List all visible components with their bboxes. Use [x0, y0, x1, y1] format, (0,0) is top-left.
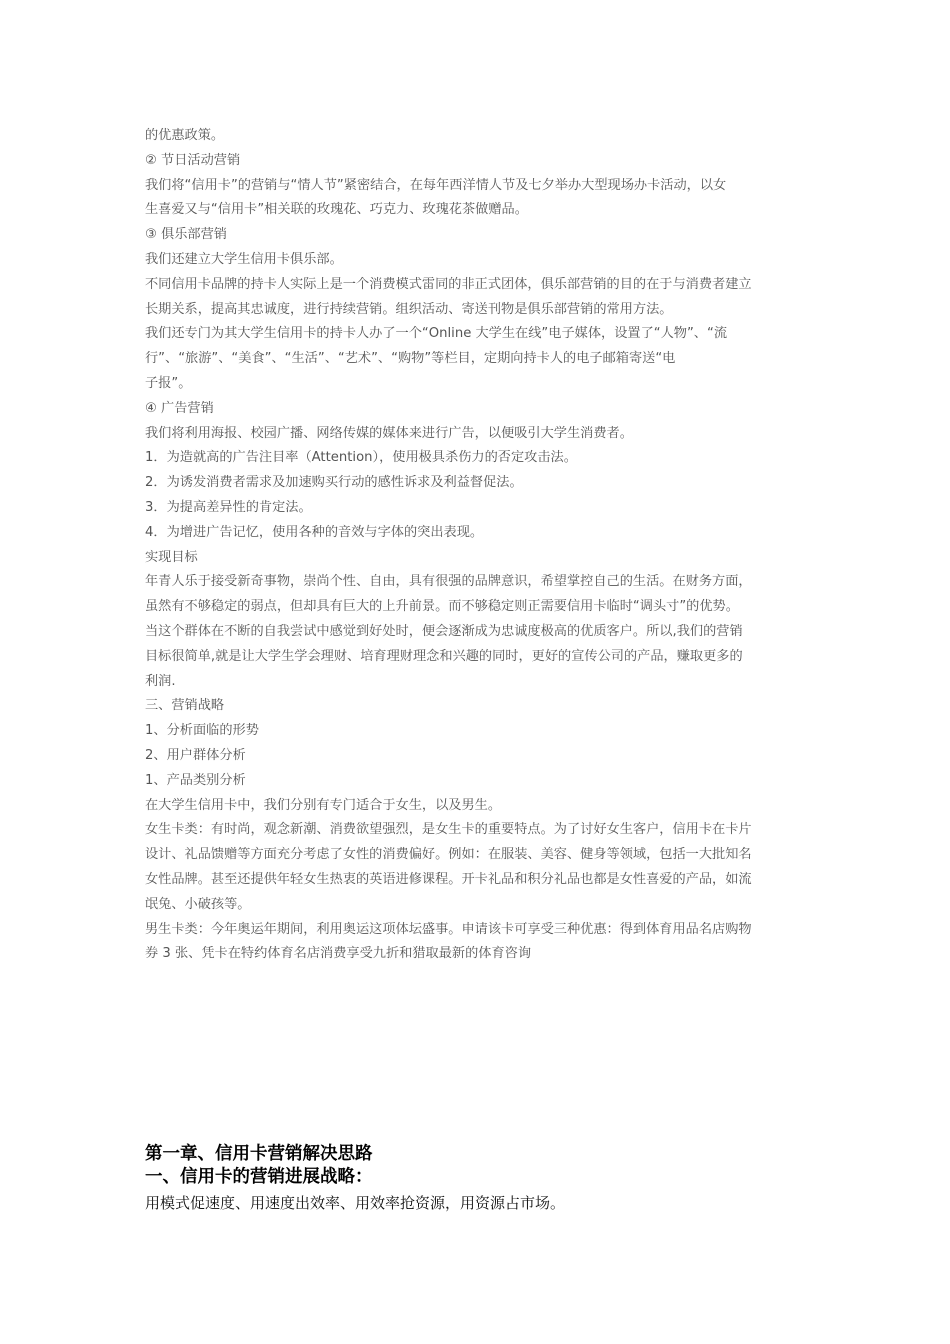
text-line: 目标很简单,就是让大学生学会理财、培育理财理念和兴趣的同时，更好的宣传公司的产品，赚取更多的 [145, 648, 743, 664]
chapter-section [145, 1143, 825, 1215]
text-line: 不同信用卡品牌的持卡人实际上是一个消费模式雷同的非正式团体，俱乐部营销的目的在于与消费者建立 [145, 276, 752, 292]
text-line: 氓兔、小破孩等。 [145, 896, 251, 912]
section-title: 一、信用卡的营销进展战略： [145, 1167, 373, 1187]
text-line: 生喜爱又与“信用卡”相关联的玫瑰花、巧克力、玫瑰花茶做赠品。 [145, 202, 528, 218]
text-line: 3．为提高差异性的肯定法。 [145, 499, 312, 515]
text-line: 长期关系，提高其忠诚度，进行持续营销。组织活动、寄送刊物是俱乐部营销的常用方法。 [145, 301, 673, 317]
text-line: 年青人乐于接受新奇事物，崇尚个性、自由，具有很强的品牌意识，希望掌控自己的生活。在财务方面， [145, 574, 752, 590]
text-line: 我们还建立大学生信用卡俱乐部。 [145, 251, 343, 267]
text-line: 设计、礼品馈赠等方面充分考虑了女性的消费偏好。例如：在服装、美容、健身等领域，包括一大批知名 [145, 847, 752, 863]
text-line: 的优惠政策。 [145, 128, 225, 143]
text-line: 在大学生信用卡中，我们分别有专门适合于女生，以及男生。 [145, 797, 502, 813]
text-line: 三、营销战略 [145, 698, 225, 714]
text-line: 虽然有不够稳定的弱点，但却具有巨大的上升前景。而不够稳定则正需要信用卡临时“调头寸”的优势。 [145, 599, 739, 615]
text-line: 子报”。 [145, 375, 192, 391]
text-line: 女性品牌。甚至还提供年轻女生热衷的英语进修课程。开卡礼品和积分礼品也都是女性喜爱的产品，如流 [145, 871, 752, 887]
text-line: 实现目标 [145, 549, 198, 565]
text-line: 当这个群体在不断的自我尝试中感觉到好处时，便会逐渐成为忠诚度极高的优质客户。所以,我们的营销 [145, 623, 743, 639]
text-line: ② 节日活动营销 [145, 152, 241, 168]
text-line: 我们将“信用卡”的营销与“情人节”紧密结合，在每年西洋情人节及七夕举办大型现场办卡活动，以女 [145, 177, 727, 193]
text-line: 我们还专门为其大学生信用卡的持卡人办了一个“Online 大学生在线”电子媒体，设置了“人物”、“流 [145, 326, 728, 342]
text-line: ④ 广告营销 [145, 400, 214, 416]
chapter-title: 第一章、信用卡营销解决思路 [145, 1144, 373, 1164]
text-line: 利润. [145, 673, 176, 689]
text-line: 女生卡类：有时尚，观念新潮、消费欲望强烈，是女生卡的重要特点。为了讨好女生客户，信用卡在卡片 [145, 822, 752, 838]
text-line: 1、产品类别分析 [145, 772, 246, 788]
text-line: 券 3 张、凭卡在特约体育名店消费享受九折和猎取最新的体育咨询 [145, 946, 532, 962]
text-line: 2．为诱发消费者需求及加速购买行动的感性诉求及利益督促法。 [145, 475, 523, 491]
text-line: 男生卡类：今年奥运年期间，利用奥运这项体坛盛事。申请该卡可享受三种优惠：得到体育用品名店购物 [145, 921, 752, 937]
body-text [145, 124, 810, 967]
section-lead: 用模式促速度、用速度出效率、用效率抢资源，用资源占市场。 [145, 1194, 566, 1212]
text-line: 4．为增进广告记忆，使用各种的音效与字体的突出表现。 [145, 524, 484, 540]
text-line: 我们将利用海报、校园广播、网络传媒的媒体来进行广告，以便吸引大学生消费者。 [145, 425, 633, 441]
text-line: ③ 俱乐部营销 [145, 227, 227, 243]
text-line: 1．为造就高的广告注目率（Attention），使用极具杀伤力的否定攻击法。 [145, 450, 577, 466]
text-line: 2、用户群体分析 [145, 747, 246, 763]
text-line: 1、分析面临的形势 [145, 723, 259, 739]
text-line: 行”、“旅游”、“美食”、“生活”、“艺术”、“购物”等栏目，定期向持卡人的电子邮箱寄送“电 [145, 351, 676, 367]
